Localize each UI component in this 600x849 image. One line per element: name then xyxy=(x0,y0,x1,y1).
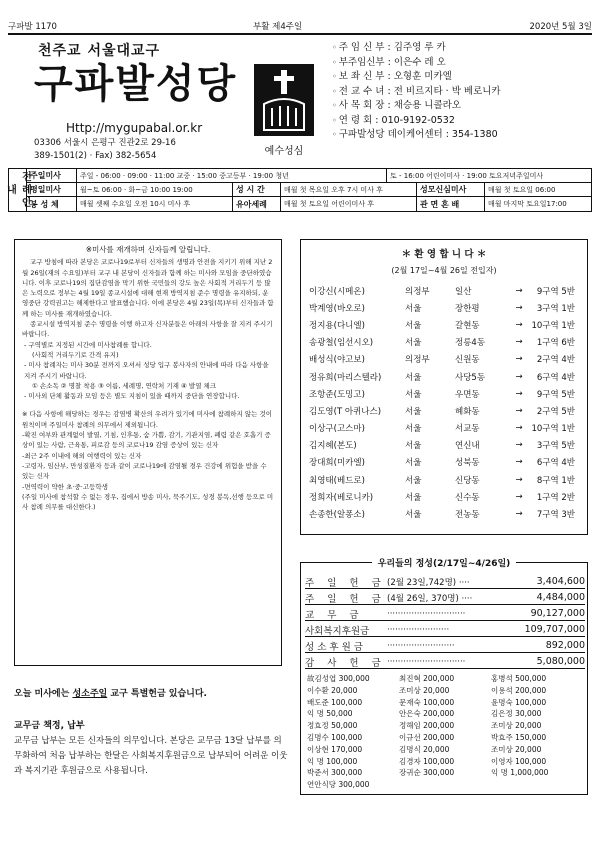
schedule-label: 성 시 간 xyxy=(233,183,281,196)
newcomer-name: 장대희(미카엘) xyxy=(309,458,365,469)
tithe-body: 교무금 납부는 모든 신자들의 의무입니다. 본당은 교무금 13달 납부를 의무화하여 처음 납부하는 한달은 사회복지후원금으로 납부되어 어려운 이웃과 복지기관 후원금으로 사용됩니다. xyxy=(14,736,288,776)
donor-row xyxy=(307,720,583,732)
donor-row xyxy=(307,708,583,720)
newcomer-town: 성북동 xyxy=(455,458,480,469)
mass-resumption-notice xyxy=(14,239,282,666)
bullet-icon: ◦ xyxy=(332,101,337,110)
arrow-icon: → xyxy=(515,319,523,330)
newcomer-district: 7구역 3반 xyxy=(536,510,575,521)
newcomer-name: 배성식(야고보) xyxy=(309,355,365,366)
schedule-title: 전례안내 xyxy=(4,170,31,210)
arrow-icon: → xyxy=(515,440,523,451)
newcomer-name: 이상구(고스마) xyxy=(309,424,365,435)
offering-row: 주 일 헌 금 (4월 26일, 370명) ···· 4,484,000 xyxy=(305,592,585,605)
schedule-label: 유아세례 xyxy=(233,197,281,211)
donor-entry: 연안식당 300,000 xyxy=(307,780,370,790)
arrow-icon: → xyxy=(515,509,523,520)
donor-entry: 조미상 20,000 xyxy=(491,744,542,754)
newcomer-row xyxy=(309,505,579,522)
newcomer-town: 일산 xyxy=(455,286,472,297)
newcomer-from: 서울 xyxy=(405,303,422,314)
newcomer-from: 서울 xyxy=(405,320,422,331)
donor-entry: 장귀순 300,000 xyxy=(399,768,455,778)
donor-entry xyxy=(399,779,491,791)
newcomer-town: 장한평 xyxy=(455,303,480,314)
arrow-icon: → xyxy=(515,354,523,365)
staff-item: ◦ 구파발성당 데이케어센터 : 354-1380 xyxy=(332,129,498,140)
newcomer-district: 1구역 2반 xyxy=(536,492,575,503)
newcomer-row xyxy=(309,488,579,505)
newcomer-row xyxy=(309,316,579,333)
newcomer-district: 6구역 4반 xyxy=(536,372,575,383)
offering-title-wrap xyxy=(301,556,587,569)
arrow-icon: → xyxy=(515,423,523,434)
newcomer-town: 서교동 xyxy=(455,424,480,435)
schedule-cell: 월~토 06:00 · 화~금 10:00 19:00 xyxy=(77,183,233,196)
newcomer-row xyxy=(309,471,579,488)
arrow-icon: → xyxy=(515,457,523,468)
newcomer-row xyxy=(309,402,579,419)
newcomer-district: 2구역 4반 xyxy=(536,355,575,366)
newcomer-town: 신원동 xyxy=(455,355,480,366)
donor-entry: 故김성엽 300,000 xyxy=(307,674,370,683)
newcomer-name: 최영태(베드로) xyxy=(309,475,365,486)
bullet-icon: ◦ xyxy=(332,130,337,139)
newcomer-district: 3구역 1반 xyxy=(536,303,575,314)
sacred-heart-logo-icon xyxy=(254,64,314,136)
arrow-icon: → xyxy=(515,474,523,485)
newcomer-name: 김지혜(본도) xyxy=(309,441,357,452)
newcomer-from: 서울 xyxy=(405,406,422,417)
schedule-cell: 매월 첫 목요일 오후 7시 미사 후 xyxy=(281,183,417,196)
donor-row xyxy=(307,744,583,756)
schedule-cell: 매월 첫 토요일 06:00 xyxy=(488,185,556,194)
donor-entry: 익 명 50,000 xyxy=(307,709,353,719)
donor-entry: 문재숙 100,000 xyxy=(399,697,455,707)
staff-item: ◦ 전 교 수 녀 : 전 비르지타 · 박 베로니카 xyxy=(332,85,501,97)
liturgy-schedule-table xyxy=(4,168,592,212)
donor-entry: 김명수 100,000 xyxy=(307,732,363,742)
issue-number: 구파발 1170 xyxy=(8,22,57,32)
newcomer-town: 연신내 xyxy=(455,441,480,452)
newcomer-row xyxy=(309,334,579,351)
schedule-label: 주일미사 xyxy=(27,169,77,182)
arrow-icon: → xyxy=(515,285,523,296)
parish-title: 구파발성당 xyxy=(34,61,238,107)
newcomer-from: 서울 xyxy=(405,510,422,521)
staff-item: ◦ 주 임 신 부 : 김주영 루 카 xyxy=(332,42,446,53)
issue-date: 2020년 5월 3일 xyxy=(529,22,592,32)
donor-row xyxy=(307,697,583,709)
newcomer-row xyxy=(309,437,579,454)
schedule-cell: 토 - 16:00 어린이미사 · 19:00 토요저녁주일미사 xyxy=(390,171,544,180)
bullet-icon: ◦ xyxy=(332,86,337,96)
donor-row xyxy=(307,779,583,791)
parish-phone: 389-1501(2) · Fax) 382-5654 xyxy=(34,151,157,161)
donor-entry: 이용석 200,000 xyxy=(491,685,547,695)
staff-item: ◦ 보 좌 신 부 : 오형훈 미카엘 xyxy=(332,71,452,82)
newcomer-town: 신당동 xyxy=(455,475,480,486)
schedule-label: 봉 성 체 xyxy=(27,197,77,211)
bullet-icon: ◦ xyxy=(332,57,337,67)
donor-row xyxy=(307,732,583,744)
schedule-row xyxy=(27,169,591,183)
donor-entry: 이상현 170,000 xyxy=(307,744,363,754)
parish-address: 03306 서울시 은평구 진관2로 29-16 xyxy=(34,138,176,148)
newcomer-list xyxy=(309,282,579,523)
notice-item: - 구역별로 지정된 시간에 미사참례를 합니다. xyxy=(24,340,152,349)
newcomer-name: 정유희(마리스텔라) xyxy=(309,372,382,383)
highlight-text: 성소주일 xyxy=(72,689,108,699)
tithe-heading: 교무금 책정, 납부 xyxy=(14,721,85,731)
newcomer-from: 서울 xyxy=(405,372,422,383)
donor-entry: 김경자 100,000 xyxy=(399,756,455,766)
newcomer-from: 서울 xyxy=(405,475,422,486)
newcomer-from: 서울 xyxy=(405,389,422,400)
donor-row xyxy=(307,673,583,685)
newcomer-name: 정지용(다니엘) xyxy=(309,320,365,331)
newcomer-row xyxy=(309,351,579,368)
notice-item: - 미사 참례자는 미사 30분 전까지 오셔서 성당 입구 봉사자의 안내에 따라 다음 사항을 지켜 주시기 바랍니다. xyxy=(24,361,269,380)
newcomer-row xyxy=(309,282,579,299)
donor-row xyxy=(307,685,583,697)
donor-entry: 익 명 100,000 xyxy=(307,756,358,766)
newcomer-district: 8구역 1반 xyxy=(536,475,575,486)
parish-logo xyxy=(248,64,320,160)
welcome-title: ＊ 환 영 합 니 다 ＊ xyxy=(401,249,487,260)
schedule-label: 평일미사 xyxy=(27,183,77,196)
offering-row: 주 일 헌 금 (2월 23일,742명) ···· 3,404,600 xyxy=(305,576,585,589)
newcomer-district: 10구역 1반 xyxy=(531,320,575,331)
newcomer-district: 10구역 1반 xyxy=(531,424,575,435)
schedule-row xyxy=(27,183,591,197)
donor-entry: 이규선 200,000 xyxy=(399,732,455,742)
notice-item: ① 손소독 ② 명찰 착용 ③ 이름, 세례명, 연락처 기재 ④ 발열 체크 xyxy=(32,381,217,390)
notice-paragraph: 교구 방침에 따라 본당은 코로나19로부터 신자들의 생명과 안전을 지키기 위해 지난 2월 26일(재의 수요일)부터 교구 내 본당이 신자들과 함께 하는 미사와 모임을 중단하였습니다. 이후 코로나19의 집단감염을 막기 위한 국민들의 강도 높은 사회적 거리두기 등 많은 노력으로 정부는 4월 19일 종교시설에 대해 현재 방역지침 준수 명령을 유지하되, 운영중단 강력권고는 해제한다고 발표했습니다. 이에 본당은 4월 23일(목)부터 신자들과 함께 하는 미사를 재개하였습니다. xyxy=(22,258,274,318)
donor-entry: 익 명 1,000,000 xyxy=(491,768,549,778)
newcomer-row xyxy=(309,420,579,437)
donor-entry: 김명식 20,000 xyxy=(399,744,450,754)
schedule-label: 성모신심미사 xyxy=(417,183,485,196)
donor-entry: 조미상 20,000 xyxy=(491,721,542,731)
notice-item: - 미사외 단체 활동과 모임 등은 별도 지침이 있을 때까지 중단을 연장합니다. xyxy=(24,392,240,401)
notice-footer-line: (주일 미사에 참석할 수 없는 경우, 집에서 방송 미사, 묵주기도, 성경 봉독,선행 등으로 미사 참례 의무를 대신한다.) xyxy=(22,492,274,512)
newcomer-district: 2구역 5반 xyxy=(536,406,575,417)
staff-item: ◦ 연 령 회 : 010-9192-0532 xyxy=(332,114,455,126)
schedule-label: 관 면 혼 배 xyxy=(417,197,485,211)
offering-row: 감 사 헌 금 ····························· 5,080,000 xyxy=(305,656,585,669)
schedule-row xyxy=(27,197,591,211)
newcomer-town: 우면동 xyxy=(455,389,480,400)
donor-entry: 배도준 100,000 xyxy=(307,697,363,707)
logo-caption: 예수성심 xyxy=(264,146,304,157)
arrow-icon: → xyxy=(515,302,523,313)
donor-entry: 박효주 150,000 xyxy=(491,732,547,742)
newcomer-district: 1구역 6반 xyxy=(536,338,575,349)
newcomer-row xyxy=(309,299,579,316)
notice-footer-line: -고령자, 임산부, 만성질환자 등과 같이 코로나19에 감염될 경우 건강에 위험을 받을 수 있는 신자 xyxy=(22,461,267,481)
arrow-icon: → xyxy=(515,388,523,399)
schedule-cell: 매월 마지막 토요일17:00 xyxy=(488,200,567,208)
newcomer-from: 서울 xyxy=(405,441,422,452)
notice-footer-line: -최근 2주 이내에 해외 여행력이 있는 신자 xyxy=(22,451,142,460)
newcomer-district: 9구역 5반 xyxy=(536,286,575,297)
donor-entry: 정해임 200,000 xyxy=(399,721,455,731)
notice-item: (사회적 거리두기로 간격 유지) xyxy=(32,350,119,359)
donor-entry: 이영자 100,000 xyxy=(491,756,547,766)
newcomer-row xyxy=(309,454,579,471)
newcomer-from: 의정부 xyxy=(405,286,430,297)
newcomer-name: 이강신(시메온) xyxy=(309,286,365,297)
bullet-icon: ◦ xyxy=(332,72,337,81)
newcomer-district: 9구역 5반 xyxy=(536,389,575,400)
schedule-cell: 매월 첫 토요일 어린이미사 후 xyxy=(281,197,417,211)
arrow-icon: → xyxy=(515,371,523,382)
newcomer-name: 조항준(도밍고) xyxy=(309,389,365,400)
donor-entry xyxy=(491,779,583,791)
donor-entry: 윤명숙 100,000 xyxy=(491,697,547,707)
newcomer-from: 서울 xyxy=(405,424,422,435)
notice-footer-line: ※ 다음 사항에 해당하는 경우는 감염병 확산의 우려가 있기에 미사에 참례하지 않는 것이 원칙이며 주일미사 참례의 의무에서 제외됩니다. xyxy=(22,410,273,429)
newcomer-town: 정릉4동 xyxy=(455,338,486,349)
newcomer-name: 손종한(알퐁소) xyxy=(309,510,365,521)
newcomer-district: 3구역 5반 xyxy=(536,441,575,452)
offering-row: 교 무 금 ····························· 90,127,000 xyxy=(305,608,585,621)
newcomer-from: 서울 xyxy=(405,458,422,469)
staff-item: ◦ 사 목 회 장 : 채승용 니콜라오 xyxy=(332,100,461,111)
schedule-cell: 주일 - 06:00 · 09:00 · 11:00 교중 · 15:00 중고등부 · 19:00 청년 xyxy=(77,169,387,182)
special-collection-notice: 오늘 미사에는 성소주일 교구 특별헌금 있습니다. xyxy=(14,689,207,699)
newcomer-town: 혜화동 xyxy=(455,406,480,417)
newcomer-from: 의정부 xyxy=(405,355,430,366)
notice-title: ※미사를 재개하며 신자들께 알립니다. xyxy=(85,245,211,254)
arrow-icon: → xyxy=(515,491,523,502)
offering-row: 성 소 후 원 금 ························· 892,000 xyxy=(305,640,585,653)
newcomer-town: 신수동 xyxy=(455,492,480,503)
newcomer-from: 서울 xyxy=(405,338,422,349)
diocese-name: 천주교 서울대교구 xyxy=(38,43,161,59)
notice-footer-line: -확진 여부와 관계없이 발열, 기침, 인후통, 숨 가쁨, 감기, 기관지염, 폐렴 같은 호흡기 증상이 있는 사람, 근육통, 피로감 등의 코로나19 감염 증상이 있는 신자 xyxy=(22,431,271,450)
offering-box xyxy=(300,559,588,795)
header-rule xyxy=(8,33,592,35)
newcomer-row xyxy=(309,385,579,402)
donor-entry: 김은정 30,000 xyxy=(491,709,542,719)
newcomer-row xyxy=(309,368,579,385)
donor-list xyxy=(307,673,583,791)
arrow-icon: → xyxy=(515,405,523,416)
donor-entry: 안은숙 200,000 xyxy=(399,709,455,719)
notice-footer-line: -면역력이 약한 초·중·고등학생 xyxy=(22,482,108,491)
donor-row xyxy=(307,756,583,768)
donor-entry: 박준서 300,000 xyxy=(307,768,363,778)
newcomer-from: 서울 xyxy=(405,492,422,503)
issue-header xyxy=(8,20,592,32)
bullet-icon: ◦ xyxy=(332,43,337,52)
staff-item: ◦ 부주임신부 : 이은수 레 오 xyxy=(332,56,446,68)
offering-title: 우리들의 정성(2/17일~4/26일) xyxy=(372,559,517,569)
donor-entry: 이수환 20,000 xyxy=(307,685,358,695)
newcomer-district: 6구역 4반 xyxy=(536,458,575,469)
donor-entry: 조미상 20,000 xyxy=(399,685,450,695)
donor-row xyxy=(307,767,583,779)
welcome-newcomers-box xyxy=(300,239,588,535)
parish-address-block xyxy=(34,137,176,163)
offering-row: 사회복지후원금 ······················· 109,707,000 xyxy=(305,624,585,637)
newcomer-name: 김도영(T 아퀴나스) xyxy=(309,406,382,417)
newcomer-town: 전농동 xyxy=(455,510,480,521)
arrow-icon: → xyxy=(515,337,523,348)
newcomer-name: 박계영(바오로) xyxy=(309,303,365,314)
newcomer-town: 사당5동 xyxy=(455,372,486,383)
newcomer-name: 정희자(베로니카) xyxy=(309,492,374,503)
newcomer-town: 갈현동 xyxy=(455,320,480,331)
liturgical-week: 부활 제4주일 xyxy=(253,22,303,32)
donor-entry: 홍병석 500,000 xyxy=(491,674,547,683)
schedule-cell: 매월 셋째 수요일 오전 10시 미사 후 xyxy=(77,197,233,211)
welcome-range: (2월 17일~4월 26일 전입자) xyxy=(391,266,497,275)
bullet-icon: ◦ xyxy=(332,115,337,125)
notice-paragraph: 종교시설 방역지침 준수 명령을 이행 하고자 신자분들은 아래의 사항을 잘 지켜 주시기 바랍니다. xyxy=(22,320,273,339)
parish-url[interactable]: Http://mygupabal.or.kr xyxy=(66,121,203,135)
staff-list xyxy=(332,41,501,143)
donor-entry: 최진혁 200,000 xyxy=(399,674,455,683)
newcomer-name: 송광철(임선시오) xyxy=(309,338,374,349)
donor-entry: 정효정 50,000 xyxy=(307,721,358,731)
